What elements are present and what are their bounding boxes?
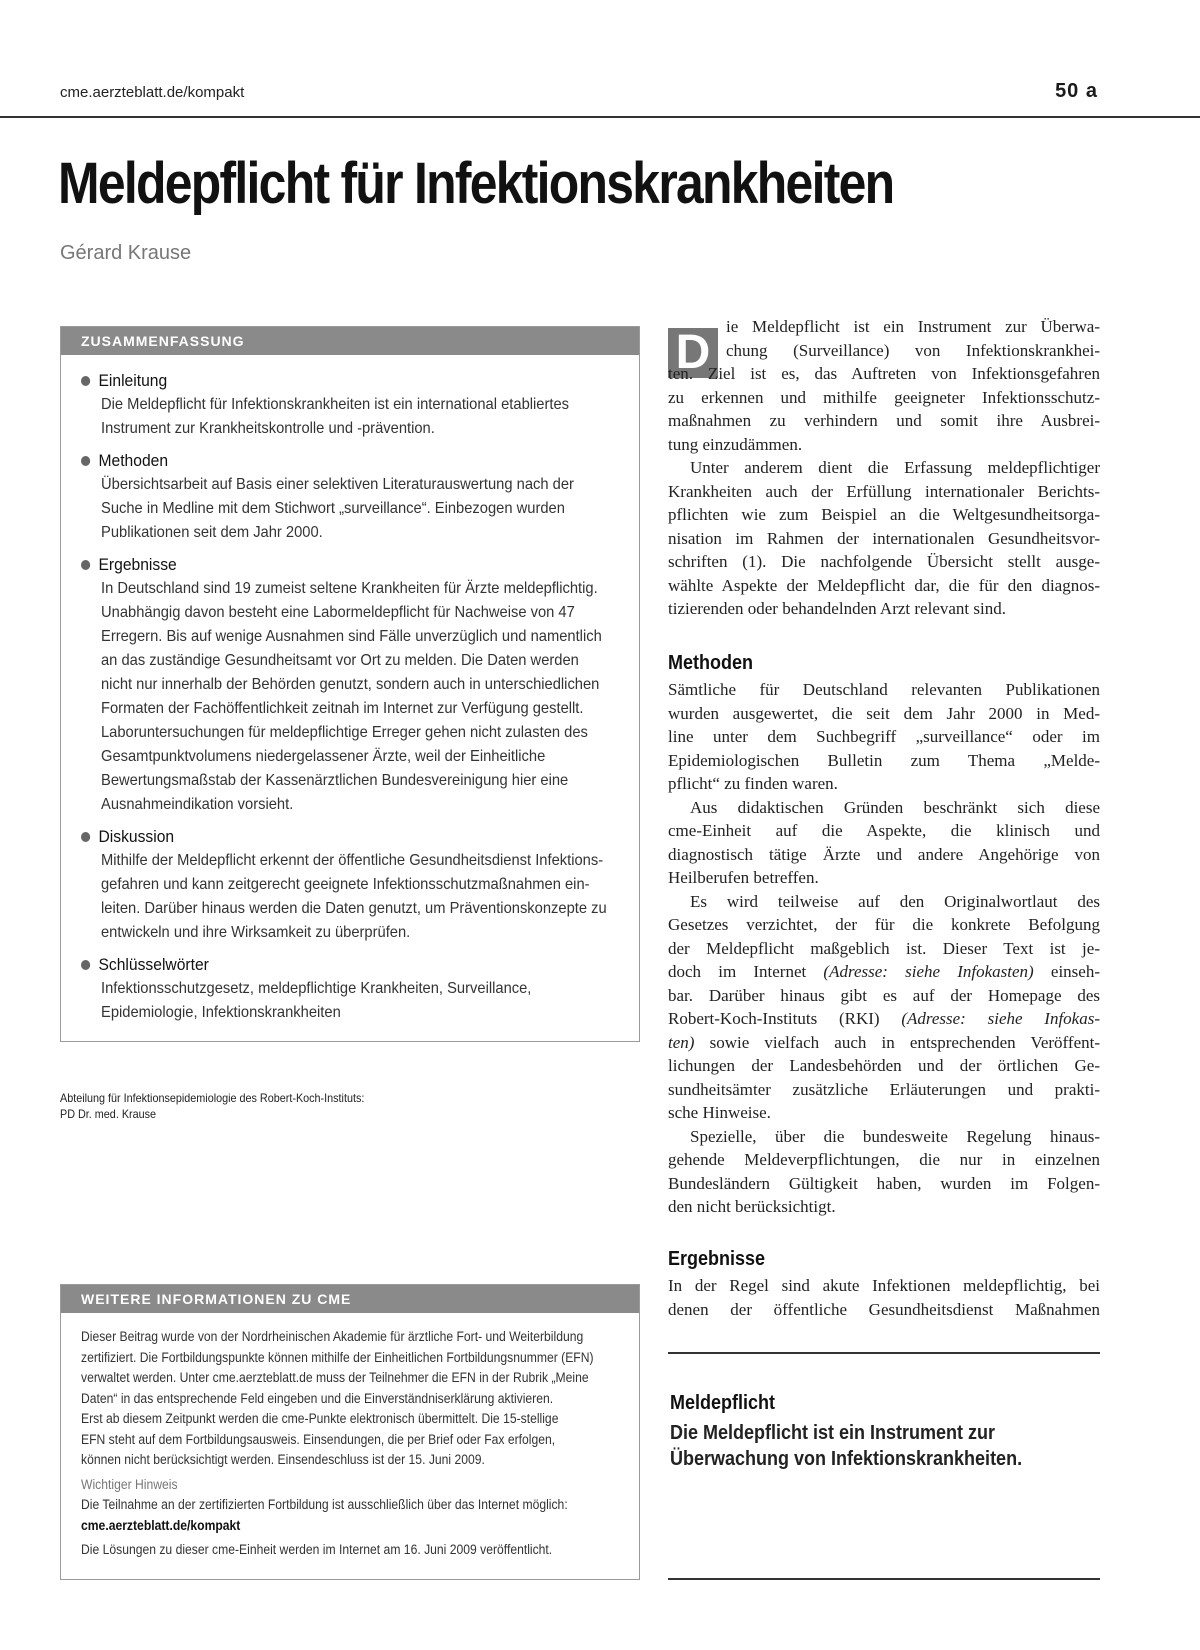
summary-section-heading [81, 825, 576, 849]
summary-section-line: Erregern. Bis auf wenige Ausnahmen sind Fälle unverzüglich und namentlich [101, 628, 602, 645]
summary-section-line: Ausnahmeindikation vorsieht. [101, 796, 294, 813]
cme-hint-label: Wichtiger Hinweis [81, 1476, 178, 1492]
summary-body [61, 355, 639, 1025]
summary-section-line: gefahren und kann zeitgerecht geeignete Infektionsschutzmaßnahmen ein- [101, 876, 590, 893]
body-line: gehende Meldeverpflichtungen, die nur in einzelnen [668, 1150, 1100, 1169]
summary-section [81, 449, 619, 545]
summary-section-title: Einleitung [98, 371, 168, 390]
sidebar-top-rule [668, 1352, 1100, 1354]
body-line: sundheitsämter zusätzliche Erläuterungen und prakti- [668, 1079, 1100, 1099]
sidebar-line: Überwachung von Infektionskrankheiten. [670, 1448, 1023, 1470]
summary-section-line: leiten. Darüber hinaus werden die Daten genutzt, um Präventionskonzepte zu [101, 900, 607, 917]
body-line: cme-Einheit auf die Aspekte, die klinisch und [668, 821, 1100, 840]
body-line: diagnostisch tätige Ärzte und andere Angehörige von [668, 844, 1100, 864]
body-line: maßnahmen zu verhindern und somit ihre Ausbrei- [668, 411, 1100, 430]
cme-body [61, 1313, 639, 1561]
body-line: pflicht“ zu finden waren. [668, 774, 838, 793]
summary-section-line: Suche in Medline mit dem Stichwort „surveillance“. Einbezogen wurden [101, 500, 565, 517]
summary-section-line: Unabhängig davon besteht eine Labormeldepflicht für Nachweise von 47 [101, 604, 575, 621]
cme-info-box [60, 1284, 640, 1580]
summary-section-heading [81, 449, 576, 473]
cme-line: Dieser Beitrag wurde von der Nordrheinischen Akademie für ärztliche Fort- und Weiterbildung [81, 1329, 584, 1344]
cme-line: Erst ab diesem Zeitpunkt werden die cme-Punkte elektronisch übermittelt. Die 15-stellige [81, 1411, 559, 1426]
body-line: line unter dem Suchbegriff „surveillance“ oder im [668, 727, 1100, 746]
body-text: sowie vielfach auch in entsprechenden Veröffent- [694, 1032, 1100, 1052]
body-line [668, 960, 1100, 984]
body-line: Unter anderem dient die Erfassung meldepflichtiger [690, 458, 1100, 477]
body-emphasis: (Adresse: siehe Infokasten) [823, 962, 1034, 981]
affiliation-line: PD Dr. med. Krause [60, 1107, 157, 1121]
body-emphasis: ten) [668, 1032, 695, 1052]
summary-section-title: Schlüsselwörter [98, 955, 209, 974]
cme-heading: WEITERE INFORMATIONEN ZU CME [61, 1285, 639, 1313]
cme-line: Daten“ in das entsprechende Feld eingeben und die Einverständniserklärung aktivieren. [81, 1390, 554, 1406]
methods-section [668, 678, 1100, 1219]
results-section [668, 1274, 1100, 1321]
body-line: Spezielle, über die bundesweite Regelung hinaus- [690, 1126, 1100, 1146]
body-line: wählte Aspekte der Meldepflicht dar, die für den diagnos- [668, 575, 1100, 595]
summary-section-line: nicht nur innerhalb der Behörden genutzt, sondern auch in unterschiedlichen [101, 676, 600, 693]
bullet-icon [81, 376, 90, 386]
summary-section-line: Übersichtsarbeit auf Basis einer selektiven Literaturauswertung nach der [101, 476, 574, 493]
body-line: der Meldepflicht maßgeblich ist. Dieser Text ist je- [668, 938, 1100, 958]
body-line: Epidemiologischen Bulletin zum Thema „Melde- [668, 750, 1100, 770]
drop-cap: D [668, 328, 718, 378]
page-number: 50 a [1055, 80, 1098, 102]
cme-line: verwaltet werden. Unter cme.aerzteblatt.de muss der Teilnehmer die EFN in der Rubrik „Meine [81, 1370, 589, 1385]
body-line: sche Hinweise. [668, 1103, 771, 1122]
body-line: Heilberufen betreffen. [668, 868, 819, 887]
summary-section-line: In Deutschland sind 19 zumeist seltene Krankheiten für Ärzte meldepflichtig. [101, 580, 598, 597]
sidebar-bottom-rule [668, 1578, 1100, 1580]
body-emphasis: (Adresse: siehe Infokas- [901, 1009, 1100, 1028]
summary-section [81, 953, 619, 1025]
body-text: einseh- [1033, 962, 1100, 981]
results-heading: Ergebnisse [668, 1248, 766, 1270]
body-line [668, 1007, 1100, 1031]
summary-section-line: Mithilfe der Meldepflicht erkennt der öffentliche Gesundheitsdienst Infektions- [101, 852, 604, 869]
body-line: Sämtliche für Deutschland relevanten Publikationen [668, 680, 1100, 699]
summary-section [81, 825, 619, 945]
summary-section-line: Publikationen seit dem Jahr 2000. [101, 524, 323, 541]
summary-heading: ZUSAMMENFASSUNG [61, 327, 639, 355]
bullet-icon [81, 960, 90, 970]
body-line: tizierenden oder behandelnden Arzt relevant sind. [668, 599, 1006, 618]
body-line: schriften (1). Die nachfolgende Übersicht stellt ausge- [668, 552, 1100, 571]
summary-section-heading [81, 369, 576, 393]
author: Gérard Krause [60, 242, 192, 264]
cme-url-link[interactable]: cme.aerzteblatt.de/kompakt [81, 1517, 241, 1533]
body-text: Robert-Koch-Instituts (RKI) [668, 1009, 902, 1028]
summary-section-line: entwickeln und ihre Wirksamkeit zu überprüfen. [101, 924, 411, 941]
summary-section-line: Bewertungsmaßstab der Kassenärztlichen Bundesvereinigung hier eine [101, 772, 569, 789]
body-line [668, 1031, 1100, 1055]
summary-section-line: Infektionsschutzgesetz, meldepflichtige Krankheiten, Surveillance, [101, 980, 532, 997]
body-line: den nicht berücksichtigt. [668, 1197, 836, 1216]
summary-box [60, 326, 640, 1042]
cme-line: EFN steht auf dem Fortbildungsausweis. Einsendungen, die per Brief oder Fax erfolgen, [81, 1431, 556, 1447]
body-line: Aus didaktischen Gründen beschränkt sich diese [690, 797, 1100, 817]
body-line: chung (Surveillance) von Infektionskrankhei- [726, 340, 1100, 360]
body-line: In der Regel sind akute Infektionen meldepflichtig, bei [668, 1276, 1100, 1295]
cme-line: zertifiziert. Die Fortbildungspunkte können mithilfe der Einheitlichen Fortbildungsnummer (EFN) [81, 1349, 594, 1365]
header-url: cme.aerzteblatt.de/kompakt [60, 84, 245, 101]
sidebar-line: Die Meldepflicht ist ein Instrument zur [670, 1422, 996, 1444]
intro-paragraph [668, 315, 1100, 621]
methods-heading: Methoden [668, 652, 753, 674]
sidebar-title: Meldepflicht [670, 1392, 776, 1414]
body-line: bar. Darüber hinaus gibt es auf der Homepage des [668, 985, 1100, 1005]
body-line: lichungen der Landesbehörden und der örtlichen Ge- [668, 1056, 1100, 1075]
body-line: ie Meldepflicht ist ein Instrument zur Überwa- [726, 317, 1100, 336]
summary-section-line: Laboruntersuchungen für meldepflichtige Erreger gehen nicht zulasten des [101, 724, 588, 741]
summary-section-heading [81, 553, 576, 577]
summary-section-title: Diskussion [98, 827, 175, 846]
body-line: Krankheiten auch der Erfüllung internationaler Berichts- [668, 481, 1100, 501]
summary-section-title: Methoden [98, 451, 169, 470]
body-line: Gesetzes verzichtet, der für die konkrete Befolgung [668, 915, 1100, 934]
article-title: Meldepflicht für Infektionskrankheiten [58, 151, 894, 216]
body-line: wurden ausgewertet, die seit dem Jahr 2000 in Med- [668, 703, 1100, 723]
summary-section [81, 369, 619, 441]
sidebar-text [670, 1420, 1066, 1472]
body-line: nisation im Rahmen der internationalen Gesundheitsvor- [668, 528, 1100, 548]
summary-section-heading [81, 953, 576, 977]
header-rule [0, 116, 1200, 118]
bullet-icon [81, 456, 90, 466]
summary-section-line: an das zuständige Gesundheitsamt vor Ort zu melden. Die Daten werden [101, 652, 579, 669]
summary-section-line: Instrument zur Krankheitskontrolle und -prävention. [101, 420, 435, 437]
bullet-icon [81, 560, 90, 570]
body-line: pflichten wie zum Beispiel an die Weltgesundheitsorga- [668, 505, 1100, 524]
body-line: ten. Ziel ist es, das Auftreten von Infektionsgefahren [668, 364, 1100, 383]
summary-section [81, 553, 619, 817]
body-text: doch im Internet [668, 962, 824, 981]
body-line: tung einzudämmen. [668, 434, 803, 454]
affiliation [60, 1090, 364, 1122]
body-line: denen der öffentliche Gesundheitsdienst Maßnahmen [668, 1299, 1100, 1319]
bullet-icon [81, 832, 90, 842]
summary-section-line: Gesamtpunktvolumens niedergelassener Ärzte, weil der Einheitliche [101, 748, 546, 765]
cme-hint-text: Die Teilnahme an der zertifizierten Fortbildung ist ausschließlich über das Internet möglich: [81, 1497, 568, 1512]
summary-section-line: Die Meldepflicht für Infektionskrankheiten ist ein international etabliertes [101, 396, 570, 413]
body-line: Bundesländern Gültigkeit haben, wurden im Folgen- [668, 1173, 1100, 1193]
summary-section-line: Epidemiologie, Infektionskrankheiten [101, 1004, 341, 1021]
cme-final-note: Die Lösungen zu dieser cme-Einheit werden im Internet am 16. Juni 2009 veröffentlicht. [81, 1542, 553, 1557]
summary-section-title: Ergebnisse [98, 555, 177, 574]
affiliation-line: Abteilung für Infektionsepidemiologie des Robert-Koch-Instituts: [60, 1091, 365, 1105]
summary-section-line: Formaten der Fachöffentlichkeit zeitnah im Internet zur Verfügung gestellt. [101, 700, 584, 717]
body-line: Es wird teilweise auf den Originalwortlaut des [690, 891, 1100, 911]
body-line: zu erkennen und mithilfe geeigneter Infektionsschutz- [668, 387, 1100, 407]
cme-line: können nicht berücksichtigt werden. Einsendeschluss ist der 15. Juni 2009. [81, 1452, 485, 1467]
